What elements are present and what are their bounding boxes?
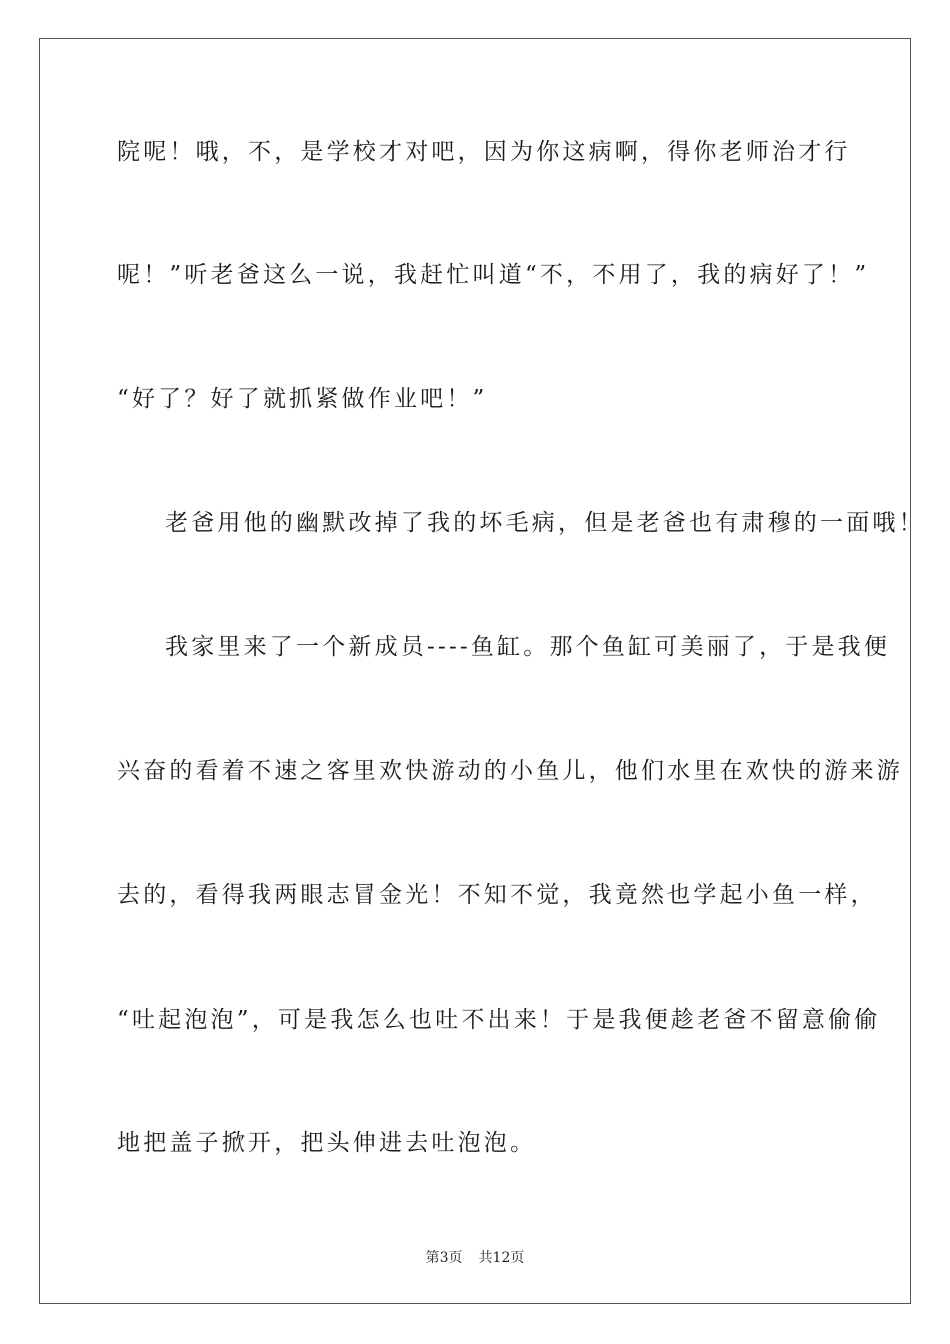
text-line-2: 呢！”听老爸这么一说，我赶忙叫道“不，不用了，我的病好了！” bbox=[117, 262, 870, 288]
paragraph-start-fish-tank: 我家里来了一个新成员----鱼缸。那个鱼缸可美丽了，于是我便 bbox=[165, 634, 891, 660]
total-pages: 共12页 bbox=[478, 1250, 525, 1266]
text-line-7: 去的，看得我两眼志冒金光！不知不觉，我竟然也学起小鱼一样， bbox=[117, 882, 877, 908]
text-line-9: 地把盖子掀开，把头伸进去吐泡泡。 bbox=[117, 1130, 537, 1156]
text-line-8: “吐起泡泡”，可是我怎么也吐不出来！于是我便趁老爸不留意偷偷 bbox=[117, 1007, 881, 1033]
page-border bbox=[39, 38, 911, 1304]
page-footer bbox=[0, 1249, 950, 1267]
page-number: 第3页 bbox=[425, 1250, 463, 1266]
text-line-6: 兴奋的看着不速之客里欢快游动的小鱼儿，他们水里在欢快的游来游 bbox=[117, 758, 903, 784]
text-line-1: 院呢！哦，不，是学校才对吧，因为你这病啊，得你老师治才行 bbox=[117, 139, 851, 165]
text-line-3: “好了？好了就抓紧做作业吧！” bbox=[117, 386, 488, 412]
paragraph-start-humor: 老爸用他的幽默改掉了我的坏毛病，但是老爸也有肃穆的一面哦！ bbox=[165, 510, 925, 536]
